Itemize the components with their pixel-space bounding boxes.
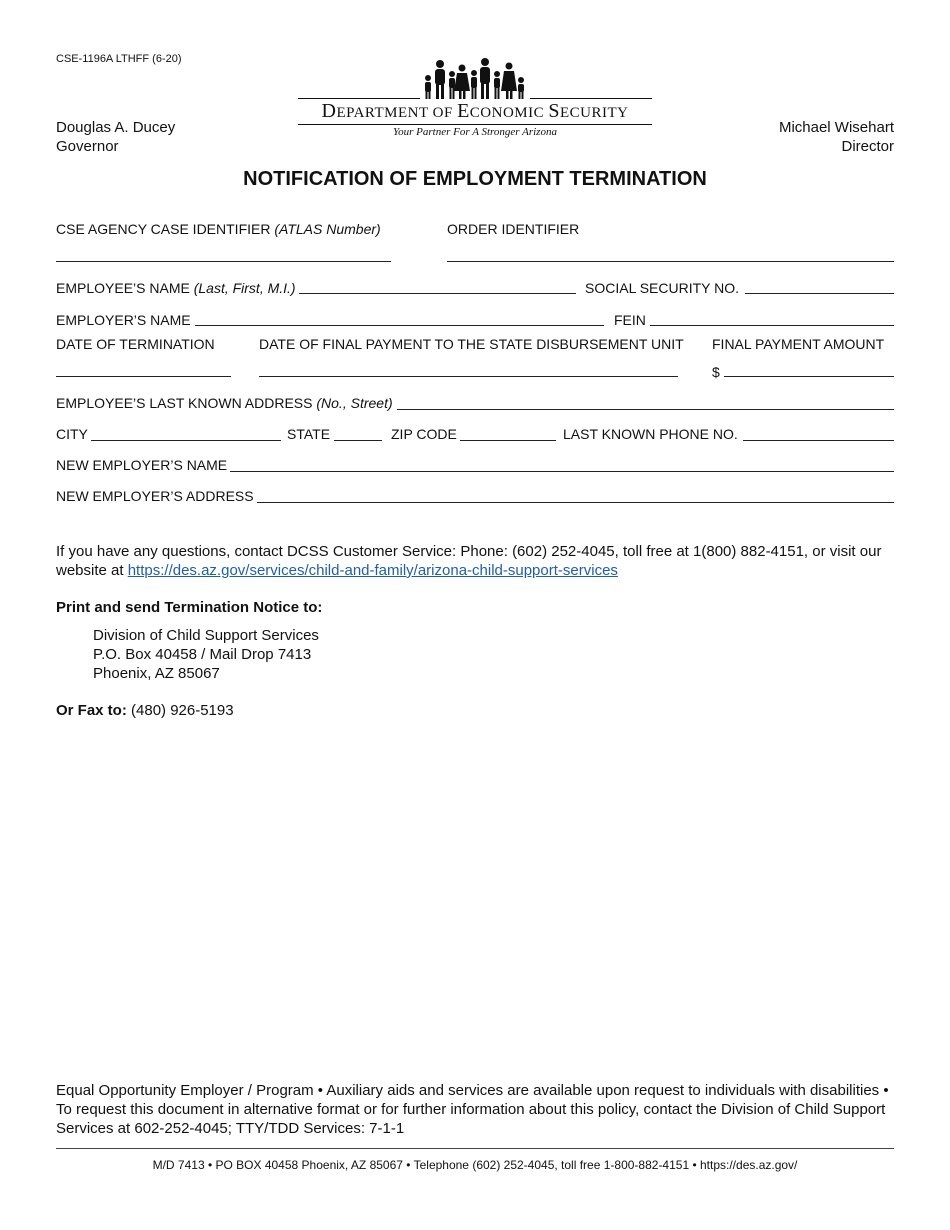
logo-initial-d: D	[321, 100, 337, 122]
final-payment-date-field[interactable]	[259, 376, 678, 377]
employer-name-label: EMPLOYER’S NAME	[56, 312, 191, 328]
employer-name-field[interactable]	[195, 325, 604, 326]
logo-word-1: EPARTMENT OF	[336, 105, 458, 121]
logo-rule-bottom	[298, 124, 652, 125]
case-id-label-text: CSE AGENCY CASE IDENTIFIER	[56, 221, 275, 237]
zip-label: ZIP CODE	[391, 426, 457, 442]
currency-symbol: $	[712, 364, 720, 380]
send-to-heading: Print and send Termination Notice to:	[56, 599, 323, 616]
fax-label: Or Fax to:	[56, 702, 127, 719]
case-id-hint: (ATLAS Number)	[274, 221, 381, 237]
director-name: Michael Wisehart	[778, 119, 894, 136]
logo-department-name	[298, 100, 652, 123]
termination-date-label: DATE OF TERMINATION	[56, 336, 215, 352]
termination-date-field[interactable]	[56, 376, 231, 377]
contact-text: If you have any questions, contact DCSS Customer Service: Phone: (602) 252-4045, toll free at 1(800) 882-4151, or visit our website at	[56, 543, 882, 579]
city-label: CITY	[56, 426, 88, 442]
ssn-field[interactable]	[745, 293, 894, 294]
fax-line	[56, 701, 896, 720]
final-payment-date-label: DATE OF FINAL PAYMENT TO THE STATE DISBURSEMENT UNIT	[259, 336, 684, 352]
ssn-label: SOCIAL SECURITY NO.	[585, 280, 740, 296]
case-id-field[interactable]	[56, 261, 391, 262]
fein-label: FEIN	[614, 312, 646, 328]
governor-name: Douglas A. Ducey	[56, 119, 176, 136]
address-label-text: EMPLOYEE’S LAST KNOWN ADDRESS	[56, 395, 317, 411]
address-line-3: Phoenix, AZ 85067	[93, 665, 220, 682]
logo-rule-right	[530, 98, 652, 99]
logo-tagline: Your Partner For A Stronger Arizona	[393, 126, 557, 138]
address-line-2: P.O. Box 40458 / Mail Drop 7413	[93, 646, 312, 663]
state-label: STATE	[287, 426, 331, 442]
page-footer: M/D 7413 • PO BOX 40458 Phoenix, AZ 85067 • Telephone (602) 252-4045, toll free 1-800-882-4151 • https://des.az.gov/	[152, 1158, 798, 1172]
employee-name-hint: (Last, First, M.I.)	[193, 280, 296, 296]
employee-name-field[interactable]	[299, 293, 576, 294]
eoe-notice: Equal Opportunity Employer / Program • Auxiliary aids and services are available upon request to individuals with disabilities • To request this document in alternative format or for further information about this policy, contact the Division of Child Support Services at 602-252-4045; TTY/TDD Services: 7-1-1	[56, 1082, 889, 1137]
website-link[interactable]: https://des.az.gov/services/child-and-family/arizona-child-support-services	[127, 562, 618, 579]
new-employer-address-label: NEW EMPLOYER’S ADDRESS	[56, 488, 254, 504]
director-title: Director	[841, 138, 894, 155]
order-id-label: ORDER IDENTIFIER	[447, 221, 580, 237]
new-employer-name-label: NEW EMPLOYER’S NAME	[56, 457, 228, 473]
final-payment-amount-label: FINAL PAYMENT AMOUNT	[712, 336, 885, 352]
contact-paragraph	[56, 542, 896, 580]
logo-initial-e: E	[457, 100, 470, 122]
state-field[interactable]	[334, 440, 382, 441]
employee-name-label-text: EMPLOYEE’S NAME	[56, 280, 194, 296]
address-label	[56, 395, 393, 411]
page-title: NOTIFICATION OF EMPLOYMENT TERMINATION	[243, 168, 707, 190]
logo-word-3: ECURITY	[560, 105, 629, 121]
logo-initial-s: S	[548, 100, 561, 122]
footer-divider	[56, 1148, 894, 1149]
fein-field[interactable]	[650, 325, 894, 326]
family-silhouette-icon	[422, 58, 528, 100]
phone-field[interactable]	[743, 440, 894, 441]
address-field[interactable]	[397, 409, 894, 410]
final-payment-amount-field[interactable]	[724, 376, 894, 377]
city-field[interactable]	[91, 440, 281, 441]
employee-name-label	[56, 280, 296, 296]
case-id-label	[56, 221, 381, 237]
logo-rule-left	[298, 98, 420, 99]
address-hint: (No., Street)	[316, 395, 393, 411]
phone-label: LAST KNOWN PHONE NO.	[563, 426, 738, 442]
new-employer-address-field[interactable]	[257, 502, 894, 503]
order-id-field[interactable]	[447, 261, 894, 262]
governor-title: Governor	[56, 138, 119, 155]
form-id: CSE-1196A LTHFF (6-20)	[56, 53, 182, 65]
address-line-1: Division of Child Support Services	[93, 627, 319, 644]
des-logo	[298, 58, 652, 142]
fax-number: (480) 926-5193	[126, 702, 234, 719]
zip-field[interactable]	[460, 440, 556, 441]
new-employer-name-field[interactable]	[230, 471, 894, 472]
logo-word-2: CONOMIC	[469, 105, 549, 121]
